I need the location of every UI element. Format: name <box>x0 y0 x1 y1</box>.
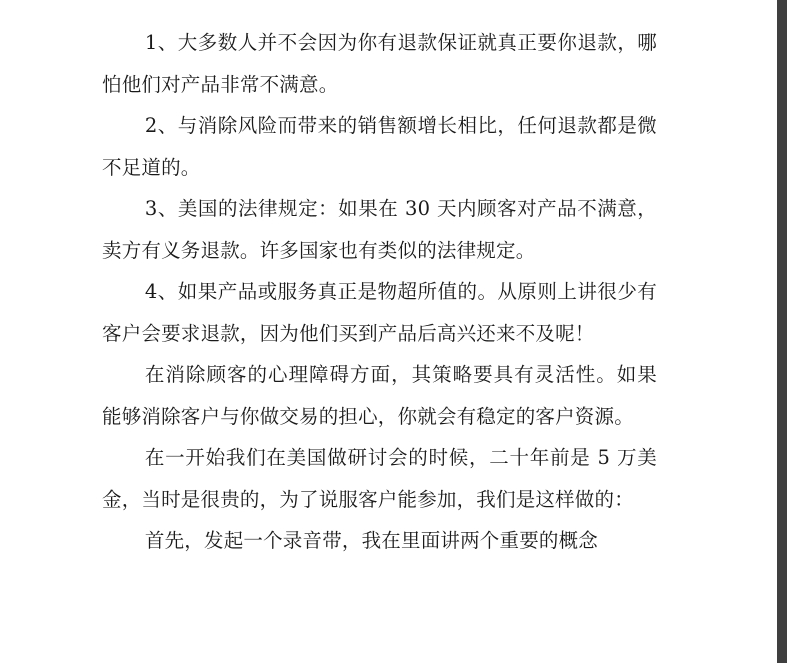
paragraph-flexible-strategy: 在消除顾客的心理障碍方面，其策略要具有灵活性。如果能够消除客户与你做交易的担心，你就会有稳定的客户资源。 <box>102 363 657 428</box>
paragraph-us-law: 3、美国的法律规定：如果在 30 天内顾客对产品不满意，卖方有义务退款。许多国家也有类似的法律规定。 <box>102 197 657 262</box>
paragraph-refund-rarely-claimed: 1、大多数人并不会因为你有退款保证就真正要你退款，哪怕他们对产品非常不满意。 <box>102 31 657 96</box>
viewer-scrollbar[interactable] <box>777 0 787 663</box>
document-body <box>102 22 657 562</box>
paragraph-value-for-money: 4、如果产品或服务真正是物超所值的。从原则上讲很少有客户会要求退款，因为他们买到产品后高兴还来不及呢！ <box>102 280 657 345</box>
paragraph-seminar-story: 在一开始我们在美国做研讨会的时候，二十年前是 5 万美金，当时是很贵的，为了说服客户能参加，我们是这样做的： <box>102 446 657 511</box>
paragraph-sales-growth: 2、与消除风险而带来的销售额增长相比，任何退款都是微不足道的。 <box>102 114 657 179</box>
paragraph-first-step: 首先，发起一个录音带，我在里面讲两个重要的概念 <box>144 529 598 552</box>
